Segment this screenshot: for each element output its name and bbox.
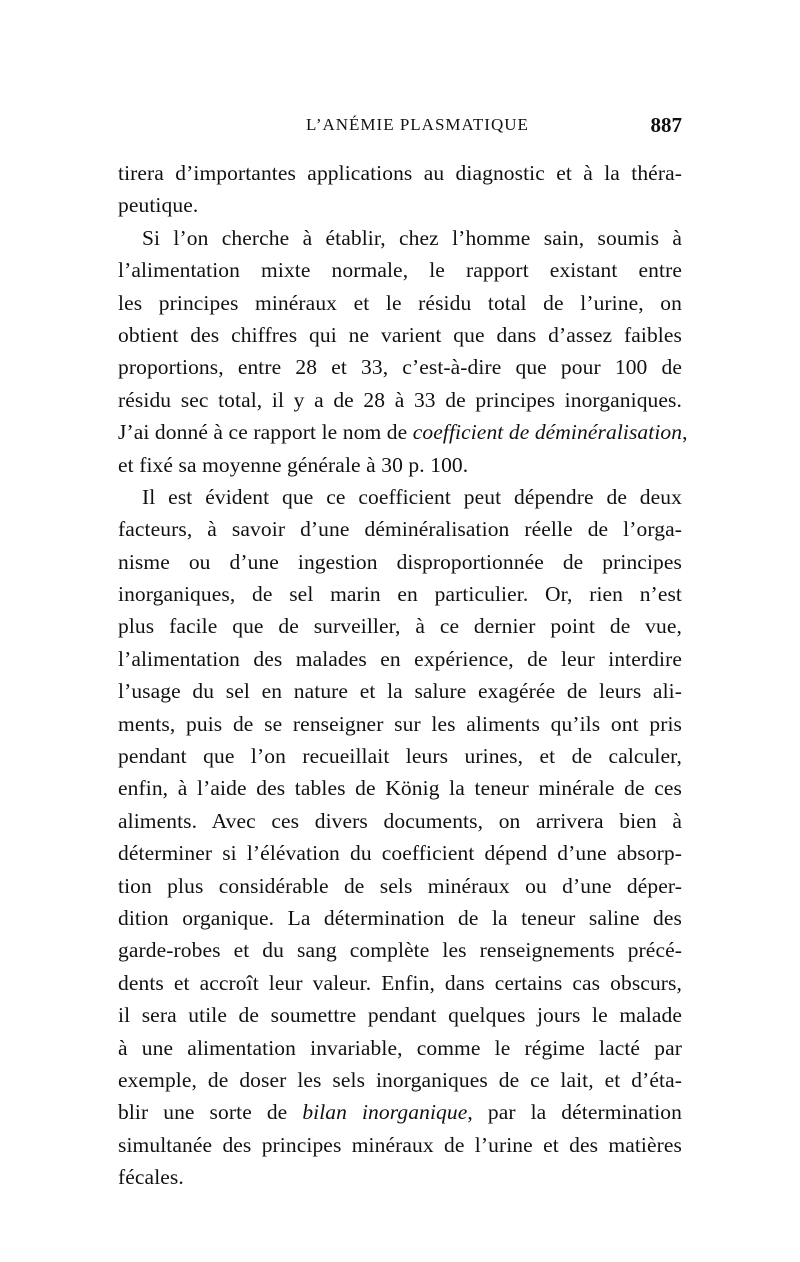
text-line: l’usage du sel en nature et la salure exagérée de leurs ali- bbox=[118, 679, 682, 704]
text-line: enfin, à l’aide des tables de König la teneur minérale de ces bbox=[118, 776, 682, 801]
text-line: tirera d’importantes applications au diagnostic et à la théra- bbox=[118, 161, 682, 185]
text-line: pendant que l’on recueillait leurs urines, et de calculer, bbox=[118, 744, 682, 769]
running-title: L’ANÉMIE PLASMATIQUE bbox=[306, 115, 529, 134]
text-line: tion plus considérable de sels minéraux ou d’une déper- bbox=[118, 873, 682, 898]
text-line: nisme ou d’une ingestion disproportionnée de principes bbox=[118, 549, 682, 574]
text-line: Il est évident que ce coefficient peut dépendre de deux bbox=[142, 484, 682, 509]
paragraph-2 bbox=[118, 222, 688, 481]
italic-term: coefficient de déminéralisation bbox=[412, 420, 683, 445]
text-line: déterminer si l’élévation du coefficient dépend d’une absorp- bbox=[118, 841, 682, 866]
text-line: obtient des chiffres qui ne varient que dans d’assez faibles bbox=[118, 322, 682, 347]
text-line: proportions, entre 28 et 33, c’est-à-dire que pour 100 de bbox=[118, 355, 682, 380]
text-line: Si l’on cherche à établir, chez l’homme sain, soumis à bbox=[142, 225, 682, 250]
text-line: résidu sec total, il y a de 28 à 33 de principes inorganiques. bbox=[118, 387, 682, 412]
page-header bbox=[120, 115, 682, 145]
text-segment: J’ai donné à ce rapport le nom de bbox=[118, 420, 413, 445]
text-segment: , par la détermination bbox=[467, 1100, 682, 1125]
italic-term: bilan inorganique bbox=[302, 1100, 468, 1125]
paragraph-3 bbox=[118, 481, 682, 1194]
text-line: ments, puis de se renseigner sur les aliments qu’ils ont pris bbox=[118, 711, 682, 736]
text-line: l’alimentation des malades en expérience, de leur interdire bbox=[118, 646, 682, 671]
text-line: facteurs, à savoir d’une déminéralisation réelle de l’orga- bbox=[118, 517, 682, 542]
text-line: plus facile que de surveiller, à ce dernier point de vue, bbox=[118, 614, 682, 639]
text-segment: blir une sorte de bbox=[118, 1100, 303, 1125]
text-line bbox=[118, 1096, 682, 1128]
text-line: dents et accroît leur valeur. Enfin, dans certains cas obscurs, bbox=[118, 970, 682, 995]
text-line: exemple, de doser les sels inorganiques de ce lait, et d’éta- bbox=[118, 1067, 682, 1092]
page-number: 887 bbox=[650, 113, 682, 137]
text-line: et fixé sa moyenne générale à 30 p. 100. bbox=[118, 452, 469, 477]
text-line: peutique. bbox=[118, 193, 199, 218]
text-line: les principes minéraux et le résidu total de l’urine, on bbox=[118, 290, 682, 315]
paragraph-1 bbox=[118, 157, 682, 222]
body-text bbox=[118, 157, 688, 1194]
text-line: aliments. Avec ces divers documents, on arrivera bien à bbox=[118, 808, 682, 833]
text-line: fécales. bbox=[118, 1165, 184, 1190]
text-line: à une alimentation invariable, comme le régime lacté par bbox=[118, 1035, 682, 1060]
text-line: dition organique. La détermination de la teneur saline des bbox=[118, 905, 682, 930]
text-line: l’alimentation mixte normale, le rapport existant entre bbox=[118, 258, 682, 283]
text-line: inorganiques, de sel marin en particulier. Or, rien n’est bbox=[118, 582, 682, 607]
text-line: il sera utile de soumettre pendant quelques jours le malade bbox=[118, 1003, 682, 1028]
text-segment: , bbox=[682, 420, 688, 445]
text-line: simultanée des principes minéraux de l’urine et des matières bbox=[118, 1132, 682, 1157]
text-line bbox=[118, 416, 688, 448]
text-line: garde-robes et du sang complète les renseignements précé- bbox=[118, 938, 682, 963]
